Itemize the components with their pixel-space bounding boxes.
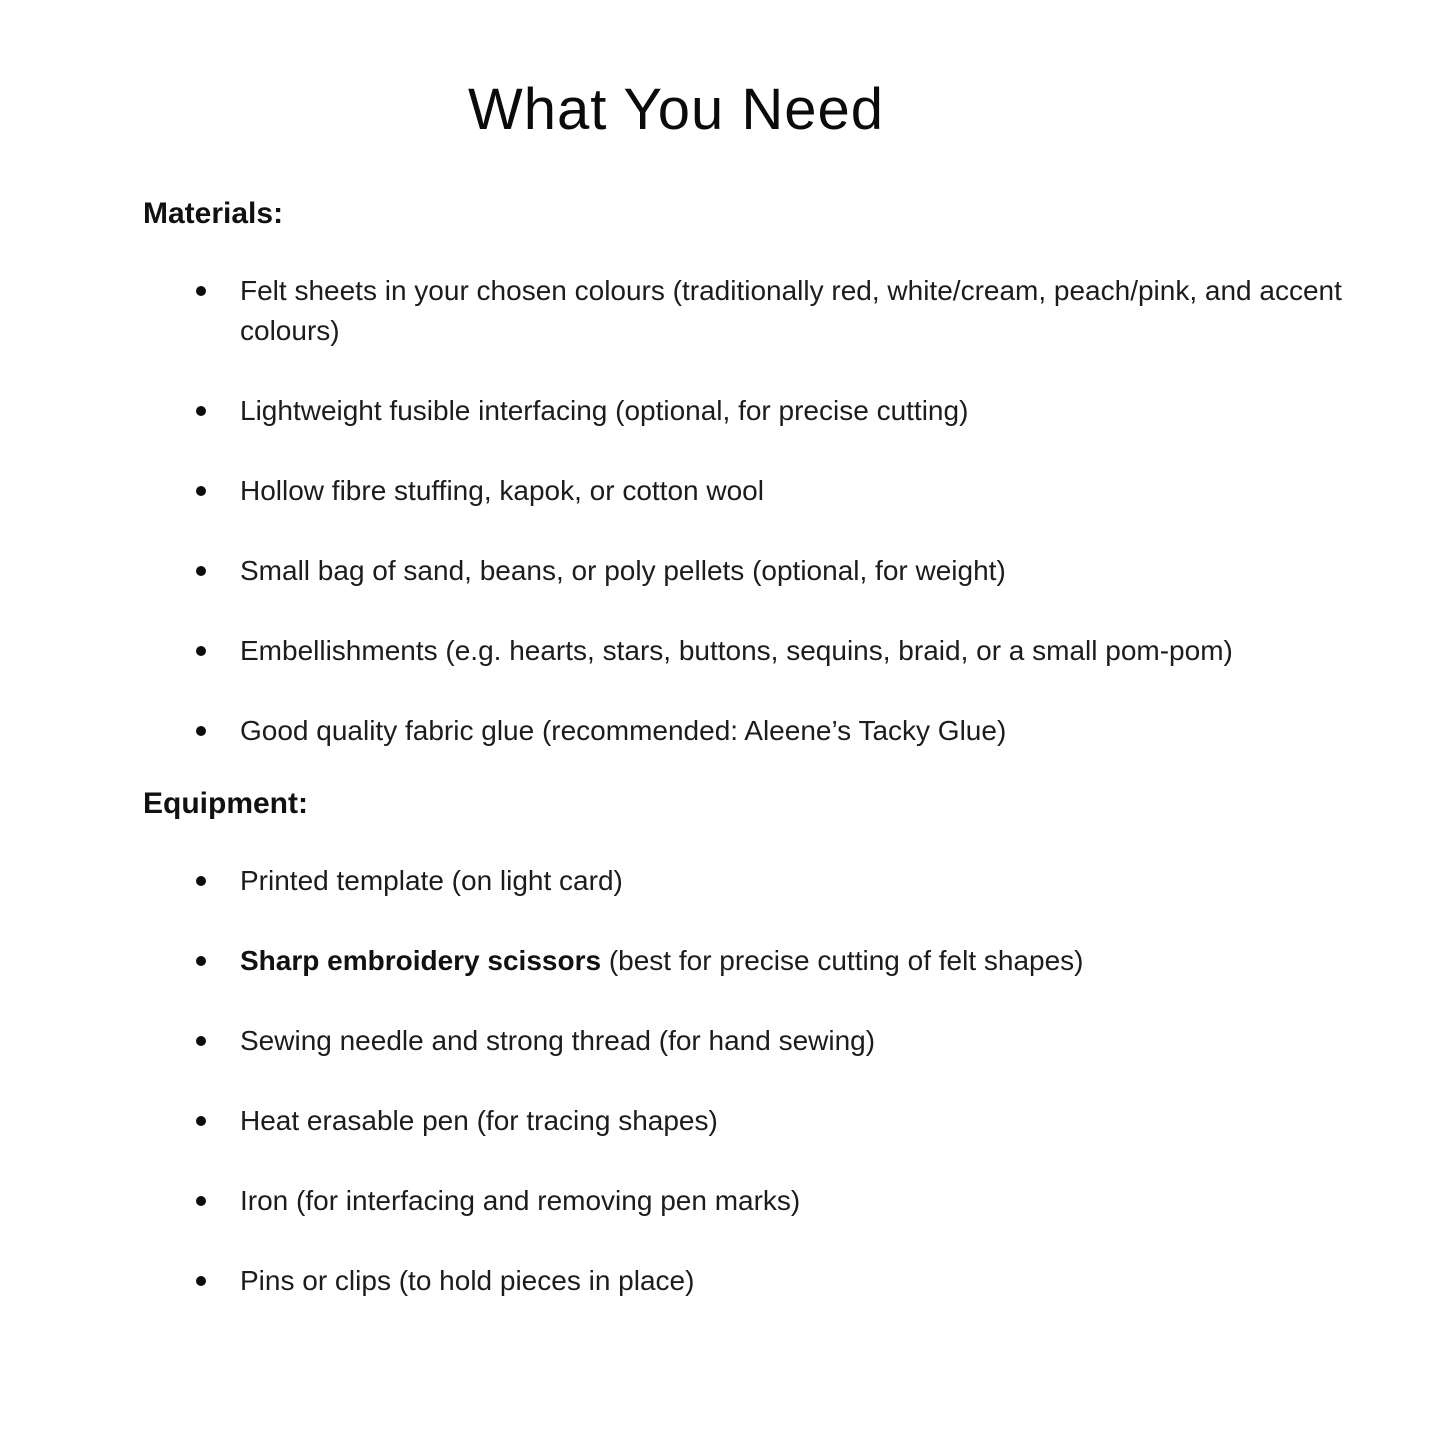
bullet-icon xyxy=(196,1116,206,1126)
bullet-icon xyxy=(196,726,206,736)
list-item-text: Sewing needle and strong thread (for hand sewing) xyxy=(240,1025,876,1056)
bullet-icon xyxy=(196,286,206,296)
list-item-text: Heat erasable pen (for tracing shapes) xyxy=(240,1105,718,1136)
list-item xyxy=(143,391,1358,431)
bullet-icon xyxy=(196,486,206,496)
list-item xyxy=(143,551,1358,591)
list-item-text: Good quality fabric glue (recommended: Aleene’s Tacky Glue) xyxy=(240,715,1007,746)
list-item-text: Hollow fibre stuffing, kapok, or cotton wool xyxy=(240,475,764,506)
list-item xyxy=(143,1021,1358,1061)
list-item-text: Lightweight fusible interfacing (optional, for precise cutting) xyxy=(240,395,969,426)
list-item xyxy=(143,271,1358,351)
list-item xyxy=(143,1181,1358,1221)
bullet-icon xyxy=(196,646,206,656)
list-item-bold-text: Sharp embroidery scissors xyxy=(240,945,602,976)
list-item xyxy=(143,1261,1358,1301)
section-heading-equipment: Equipment: xyxy=(143,787,308,820)
bullet-icon xyxy=(196,956,206,966)
list-item xyxy=(143,941,1358,981)
list-item-text: (best for precise cutting of felt shapes) xyxy=(601,945,1084,976)
list-item xyxy=(143,471,1358,511)
page-title: What You Need xyxy=(467,77,885,142)
list-item xyxy=(143,1101,1358,1141)
document-body xyxy=(143,194,1358,1301)
section-heading-materials: Materials: xyxy=(143,197,284,230)
list-item-text: Printed template (on light card) xyxy=(240,865,623,896)
list-item-text: Pins or clips (to hold pieces in place) xyxy=(240,1265,695,1296)
list-item-text: Embellishments (e.g. hearts, stars, buttons, sequins, braid, or a small pom-pom) xyxy=(240,635,1233,666)
list-item-text: Small bag of sand, beans, or poly pellets (optional, for weight) xyxy=(240,555,1006,586)
bullet-icon xyxy=(196,876,206,886)
bullet-icon xyxy=(196,566,206,576)
list-item xyxy=(143,861,1358,901)
bullet-icon xyxy=(196,1036,206,1046)
bullet-icon xyxy=(196,406,206,416)
list-item xyxy=(143,711,1358,751)
bullet-icon xyxy=(196,1276,206,1286)
list-item xyxy=(143,631,1358,671)
list-item-text: Felt sheets in your chosen colours (traditionally red, white/cream, peach/pink, and accent colours) xyxy=(240,275,1342,346)
equipment-list xyxy=(143,861,1358,1301)
materials-list xyxy=(143,271,1358,751)
bullet-icon xyxy=(196,1196,206,1206)
list-item-text: Iron (for interfacing and removing pen marks) xyxy=(240,1185,801,1216)
